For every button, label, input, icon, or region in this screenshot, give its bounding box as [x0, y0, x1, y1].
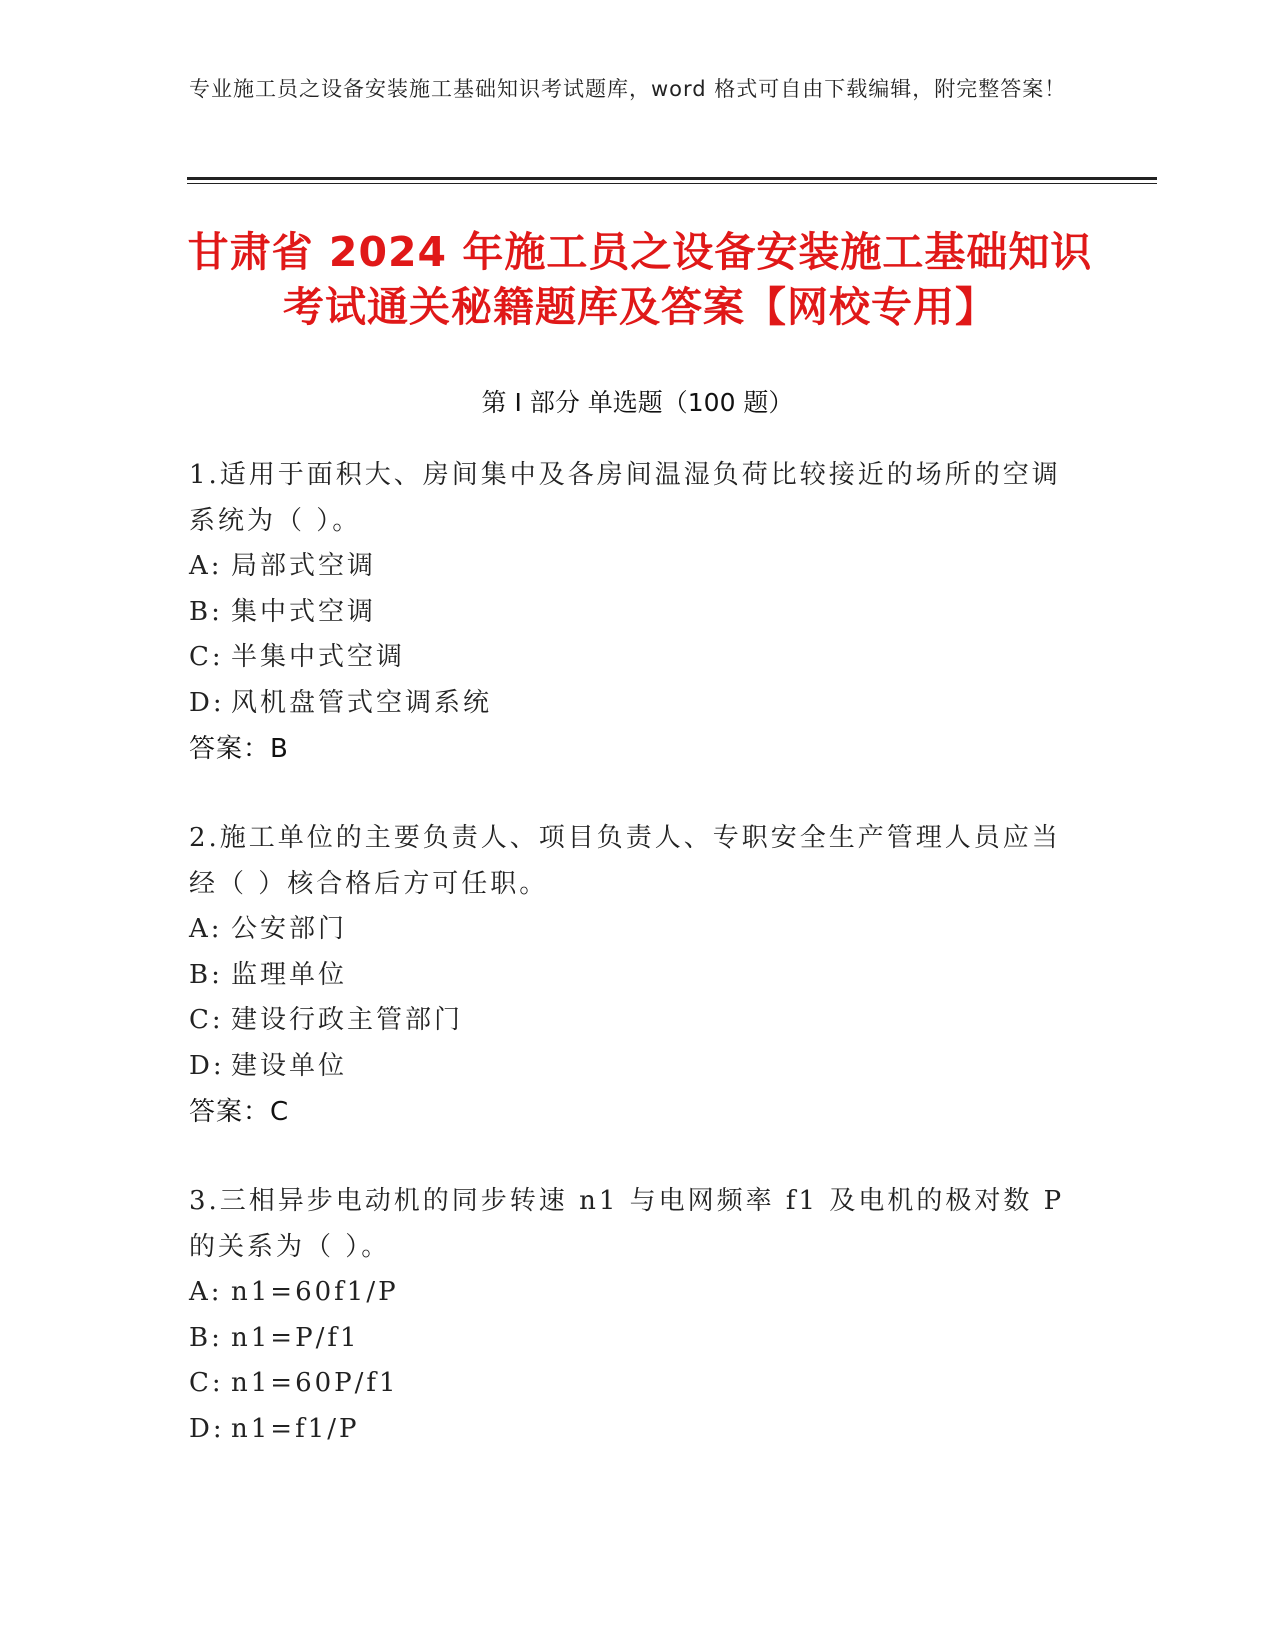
- option-d: [189, 681, 1069, 727]
- option-key: B:: [189, 1322, 223, 1353]
- option-c: [189, 998, 1069, 1044]
- option-text: 建设行政主管部门: [231, 1005, 464, 1035]
- question-1: [189, 452, 1069, 772]
- option-a: [189, 544, 1069, 590]
- option-key: A:: [189, 1277, 223, 1307]
- option-text: 局部式空调: [231, 551, 377, 581]
- option-d: [189, 1044, 1069, 1090]
- header-rule-thin: [187, 183, 1157, 184]
- question-stem: 1.适用于面积大、房间集中及各房间温湿负荷比较接近的场所的空调系统为（ ）。: [189, 460, 1061, 536]
- header-note: 专业施工员之设备安装施工基础知识考试题库，word 格式可自由下载编辑，附完整答案！: [189, 77, 1067, 101]
- option-key: C:: [189, 1368, 224, 1398]
- question-3: [189, 1178, 1069, 1452]
- option-text: n1=60f1/P: [231, 1277, 399, 1307]
- option-text: 建设单位: [231, 1050, 348, 1081]
- answer-line: 答案：C: [189, 1097, 290, 1127]
- option-key: A:: [189, 914, 223, 944]
- section-heading: 第 I 部分 单选题（100 题）: [481, 388, 794, 417]
- option-text: 集中式空调: [231, 596, 377, 627]
- header-rule-thick: [187, 177, 1157, 180]
- answer-line: 答案：B: [189, 734, 289, 764]
- option-key: D:: [189, 1050, 225, 1081]
- option-text: n1=60P/f1: [231, 1368, 399, 1398]
- document-title: 甘肃省 2024 年施工员之设备安装施工基础知识考试通关秘籍题库及答案【网校专用】: [187, 228, 1093, 331]
- option-a: [189, 907, 1069, 953]
- option-key: D:: [189, 687, 225, 718]
- question-stem: 3.三相异步电动机的同步转速 n1 与电网频率 f1 及电机的极对数 P 的关系为（ ）。: [189, 1186, 1065, 1262]
- option-c: [189, 635, 1069, 681]
- option-text: 半集中式空调: [231, 642, 406, 672]
- option-key: D:: [189, 1413, 225, 1444]
- option-text: 公安部门: [231, 914, 348, 944]
- option-text: 监理单位: [231, 959, 348, 990]
- option-b: [189, 1316, 1069, 1362]
- option-key: C:: [189, 642, 224, 672]
- question-2: [189, 815, 1069, 1135]
- option-text: n1=f1/P: [231, 1413, 360, 1444]
- option-key: A:: [189, 551, 223, 581]
- question-stem: 2.施工单位的主要负责人、项目负责人、专职安全生产管理人员应当经（ ）核合格后方可任职。: [189, 823, 1061, 899]
- option-a: [189, 1270, 1069, 1316]
- option-c: [189, 1361, 1069, 1407]
- option-key: B:: [189, 959, 223, 990]
- option-key: C:: [189, 1005, 224, 1035]
- option-b: [189, 953, 1069, 999]
- option-b: [189, 590, 1069, 636]
- option-key: B:: [189, 596, 223, 627]
- option-text: 风机盘管式空调系统: [231, 687, 493, 718]
- option-d: [189, 1407, 1069, 1453]
- option-text: n1=P/f1: [231, 1322, 360, 1353]
